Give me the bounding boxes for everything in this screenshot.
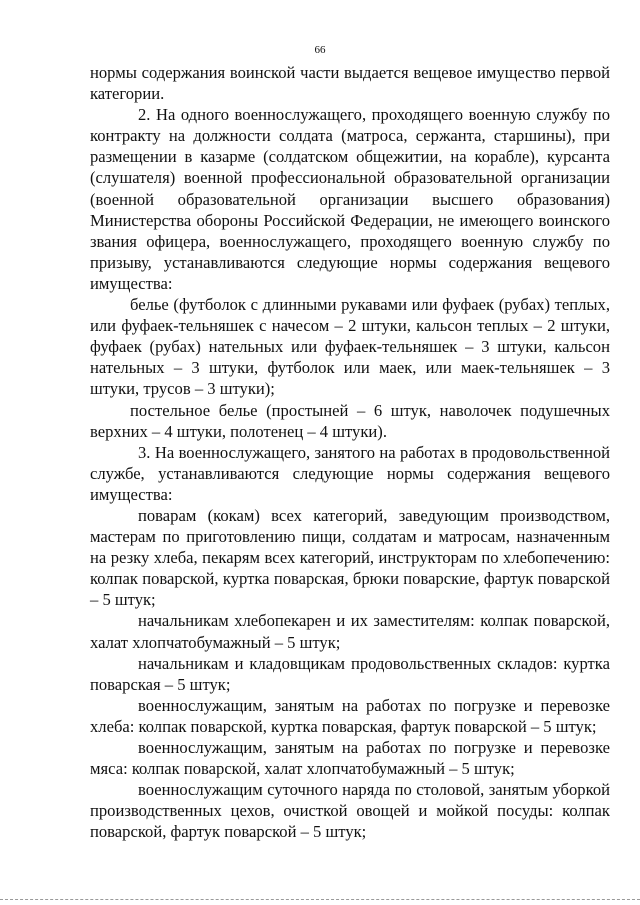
document-body — [90, 62, 610, 842]
paragraph-11: военнослужащим суточного наряда по столовой, занятым уборкой производственных цехов, очисткой овощей и мойкой посуды: колпак поварской, фартук поварской – 5 штук; — [90, 780, 610, 842]
paragraph-7: начальникам хлебопекарен и их заместителям: колпак поварской, халат хлопчатобумажный – 5 штук; — [90, 611, 610, 652]
paragraph-10: военнослужащим, занятым на работах по погрузке и перевозке мяса: колпак поварской, халат хлопчатобумажный – 5 штук; — [90, 738, 610, 779]
paragraph-6: поварам (кокам) всех категорий, заведующим производством, мастерам по приготовлению пищи, солдатам и матросам, назначенным на резку хлеба, пекарям всех категорий, инструкторам по хлебопечению: колпак поварской, куртка поварская, брюки поварские, фартук поварской – 5 штук; — [90, 505, 610, 610]
paragraph-9: военнослужащим, занятым на работах по погрузке и перевозке хлеба: колпак поварской, куртка поварская, фартук поварской – 5 штук; — [90, 695, 610, 736]
paragraph-3: белье (футболок с длинными рукавами или фуфаек (рубах) теплых, или фуфаек-тельняшек с начесом – 2 штуки, кальсон теплых – 2 штуки, фуфаек (рубах) нательных или фуфаек-тельняшек – 3 штуки, кальсон нательных – 3 штуки, футболок или маек, или маек-тельняшек – 3 штуки, трусов – 3 штуки); — [90, 295, 610, 399]
bottom-rule — [0, 899, 640, 900]
paragraph-4: постельное белье (простыней – 6 штук, наволочек подушечных верхних – 4 штуки, полотенец – 4 штуки). — [90, 400, 610, 441]
paragraph-2: 2. На одного военнослужащего, проходящего военную службу по контракту на должности солдата (матроса, сержанта, старшины), при размещении в казарме (солдатском общежитии, на корабле), курсанта (слушателя) военной профессиональной образовательной организации (военной образовательной организации высшего образования) Министерства обороны Российской Федерации, не имеющего воинского звания офицера, военнослужащего, проходящего военную службу по призыву, устанавливаются следующие нормы содержания вещевого имущества: — [90, 105, 610, 293]
paragraph-1: нормы содержания воинской части выдается вещевое имущество первой категории. — [90, 63, 610, 104]
paragraph-8: начальникам и кладовщикам продовольственных складов: куртка поварская – 5 штук; — [90, 653, 610, 694]
paragraph-5: 3. На военнослужащего, занятого на работах в продовольственной службе, устанавливаются следующие нормы содержания вещевого имущества: — [90, 442, 610, 504]
page-number: 66 — [314, 44, 326, 56]
